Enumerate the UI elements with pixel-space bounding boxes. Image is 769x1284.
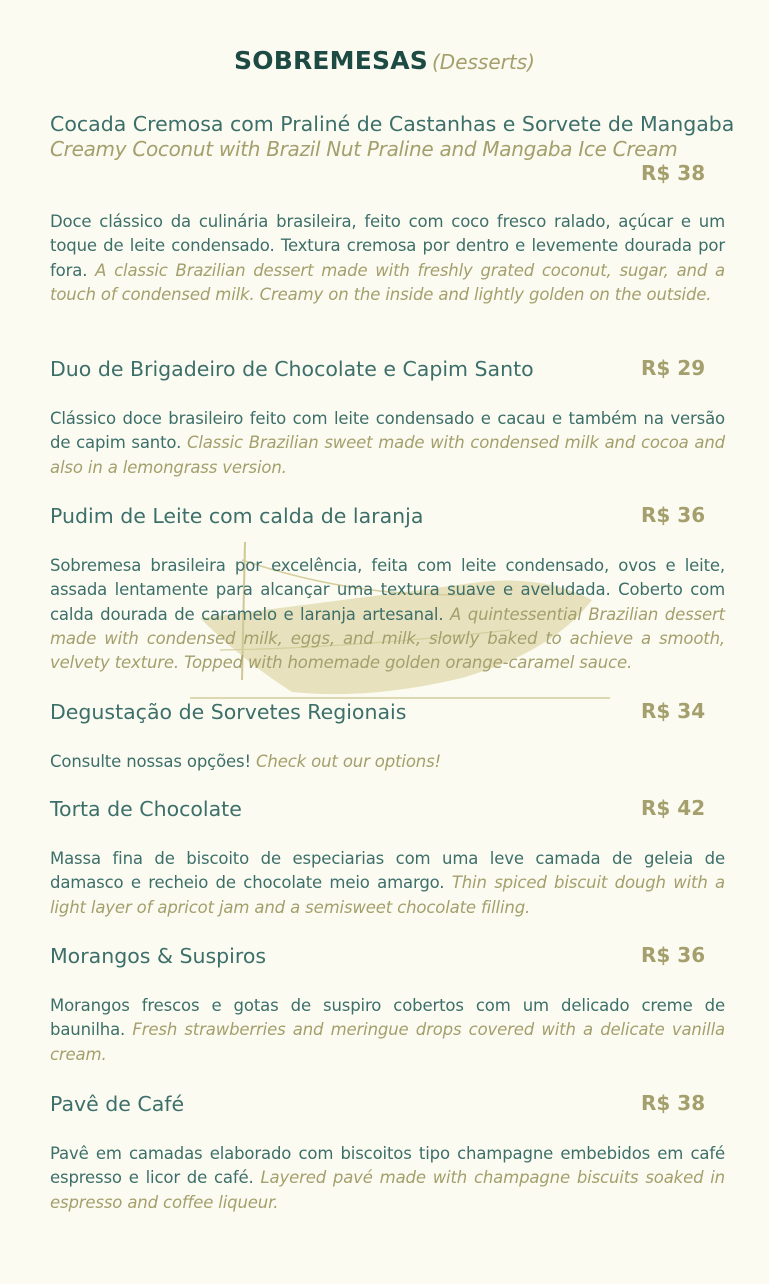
description-pt: Morangos frescos e gotas de suspiro cobertos com um delicado creme de baunilha. xyxy=(50,996,725,1040)
description-en: Layered pavé made with champagne biscuits soaked in espresso and coffee liqueur. xyxy=(50,1168,725,1212)
description-pt: Doce clássico da culinária brasileira, feito com coco fresco ralado, açúcar e um toque de leite condensado. Textura cremosa por dentro e levemente dourada por fora. xyxy=(50,212,725,280)
menu-item xyxy=(50,356,725,477)
item-price: R$ 38 xyxy=(641,161,706,185)
description-en: A quintessential Brazilian dessert made with condensed milk, eggs, and milk, slowly baked to achieve a smooth, velvety texture. Topped with homemade golden orange-caramel sauce. xyxy=(50,604,725,673)
item-name: Pudim de Leite com calda de laranja xyxy=(50,504,424,528)
item-name: Morangos & Suspiros xyxy=(50,944,267,968)
item-description xyxy=(50,210,725,307)
item-description xyxy=(50,750,725,774)
description-pt: Pavê em camadas elaborado com biscoitos tipo champagne embebidos em café espresso e licor de café. xyxy=(50,1144,725,1188)
item-price: R$ 38 xyxy=(641,1091,706,1115)
description-en: Classic Brazilian sweet made with condensed milk and cocoa and also in a lemongrass version. xyxy=(50,433,725,477)
item-description xyxy=(50,407,725,480)
item-price: R$ 36 xyxy=(641,503,706,527)
description-pt: Sobremesa brasileira por excelência, feita com leite condensado, ovos e leite, assada lentamente para alcançar uma textura suave e aveludada. Coberto com calda dourada de caramelo e laranja artesanal. xyxy=(50,556,725,624)
menu-item xyxy=(50,796,725,917)
description-en: Fresh strawberries and meringue drops covered with a delicate vanilla cream. xyxy=(50,1020,725,1064)
menu-item xyxy=(50,943,725,1064)
item-price: R$ 36 xyxy=(641,943,706,967)
item-name: Cocada Cremosa com Praliné de Castanhas e Sorvete de Mangaba xyxy=(50,112,735,136)
item-description xyxy=(50,847,725,920)
item-name: Torta de Chocolate xyxy=(50,797,242,821)
menu-item xyxy=(50,1091,725,1212)
menu-item xyxy=(50,503,725,673)
item-name: Pavê de Café xyxy=(50,1092,185,1116)
item-price: R$ 42 xyxy=(641,796,706,820)
item-description xyxy=(50,1142,725,1215)
item-name: Degustação de Sorvetes Regionais xyxy=(50,700,407,724)
item-name-en: Creamy Coconut with Brazil Nut Praline and Mangaba Ice Cream xyxy=(50,137,678,161)
description-en: Check out our options! xyxy=(256,752,441,771)
item-price: R$ 34 xyxy=(641,699,706,723)
description-en: Thin spiced biscuit dough with a light layer of apricot jam and a semisweet chocolate filling. xyxy=(50,873,725,917)
menu-header xyxy=(0,46,769,75)
page-title: SOBREMESAS xyxy=(234,46,428,75)
item-description xyxy=(50,994,725,1067)
description-pt: Clássico doce brasileiro feito com leite condensado e cacau e também na versão de capim santo. xyxy=(50,409,725,453)
item-price: R$ 29 xyxy=(641,356,706,380)
item-description xyxy=(50,554,725,675)
description-pt: Massa fina de biscoito de especiarias com uma leve camada de geleia de damasco e recheio de chocolate meio amargo. xyxy=(50,849,725,893)
item-name: Duo de Brigadeiro de Chocolate e Capim Santo xyxy=(50,357,534,381)
description-pt: Consulte nossas opções! xyxy=(50,752,251,771)
description-en: A classic Brazilian dessert made with freshly grated coconut, sugar, and a touch of condensed milk. Creamy on the inside and lightly golden on the outside. xyxy=(50,260,725,304)
menu-item xyxy=(50,111,735,304)
menu-item xyxy=(50,699,725,771)
page-subtitle: (Desserts) xyxy=(432,50,535,74)
